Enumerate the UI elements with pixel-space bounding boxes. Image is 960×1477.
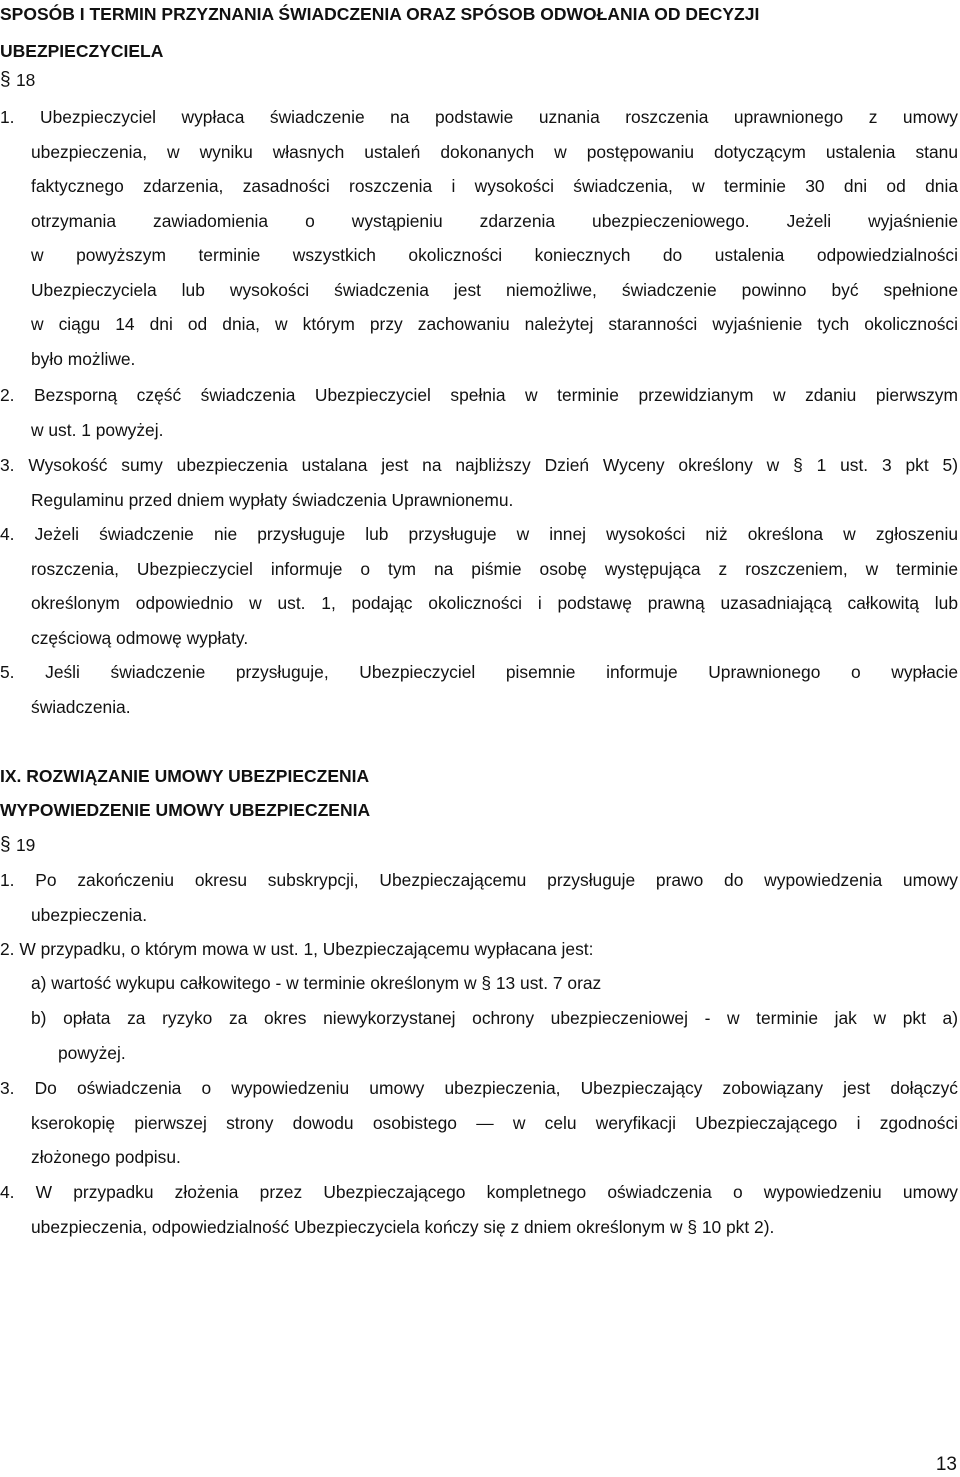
paragraph-19-1	[0, 863, 958, 932]
text-line: 3. Do oświadczenia o wypowiedzeniu umowy ubezpieczenia, Ubezpieczający zobowiązany jest dołączyć	[0, 1078, 958, 1098]
text-line: świadczenia.	[31, 696, 131, 717]
section-number-19	[0, 835, 35, 855]
text-line: a) wartość wykupu całkowitego - w terminie określonym w § 13 ust. 7 oraz	[31, 973, 602, 993]
chapter-heading	[0, 4, 960, 61]
text-line: 4. W przypadku złożenia przez Ubezpieczającego kompletnego oświadczenia o wypowiedzeniu umowy	[0, 1182, 958, 1202]
text-line: 2. W przypadku, o którym mowa w ust. 1, Ubezpieczającemu wypłacana jest:	[0, 939, 594, 959]
text-line: złożonego podpisu.	[31, 1147, 181, 1167]
text-line: było możliwe.	[31, 348, 136, 369]
text-line: b) opłata za ryzyko za okres niewykorzystanej ochrony ubezpieczeniowej - w terminie jak w pkt a)	[31, 1008, 958, 1028]
section-sign-icon: §	[0, 834, 11, 855]
paragraph-19-2	[0, 932, 958, 967]
text-line: ubezpieczenia, w wyniku własnych ustaleń dokonanych w postępowaniu dotyczącym ustalenia stanu	[31, 141, 958, 162]
section-number-text: 19	[16, 835, 36, 855]
text-line: roszczenia, Ubezpieczyciel informuje o tym na piśmie osobę występująca z roszczeniem, w terminie	[31, 558, 958, 579]
text-line: 1. Po zakończeniu okresu subskrypcji, Ubezpieczającemu przysługuje prawo do wypowiedzenia umowy	[0, 870, 958, 890]
page-number: 13	[935, 1454, 957, 1475]
paragraph-19-3	[0, 1071, 958, 1175]
text-line: ubezpieczenia, odpowiedzialność Ubezpieczyciela kończy się z dniem określonym w § 10 pkt 2).	[31, 1216, 775, 1237]
paragraph-18-5	[0, 655, 958, 724]
chapter-ix-heading	[0, 766, 960, 820]
text-line: powyżej.	[58, 1042, 126, 1063]
text-line: w powyższym terminie wszystkich okoliczności koniecznych do ustalenia odpowiedzialności	[31, 245, 958, 265]
text-line: Ubezpieczyciela lub wysokości świadczenia jest niemożliwe, świadczenie powinno być spełnione	[31, 279, 958, 300]
text-line: 3. Wysokość sumy ubezpieczenia ustalana jest na najbliższy Dzień Wyceny określony w § 1 ust. 3 pkt 5)	[0, 455, 958, 475]
text-line: ubezpieczenia.	[31, 904, 148, 925]
text-line: 4. Jeżeli świadczenie nie przysługuje lub przysługuje w innej wysokości niż określona w zgłoszeniu	[0, 524, 958, 544]
heading-line-2: UBEZPIECZYCIELA	[0, 41, 164, 61]
paragraph-18-1	[0, 100, 958, 376]
text-line: faktycznego zdarzenia, zasadności roszczenia i wysokości świadczenia, w terminie 30 dni od dnia	[31, 176, 958, 196]
text-line: 2. Bezsporną część świadczenia Ubezpieczyciel spełnia w terminie przewidzianym w zdaniu pierwszym	[0, 385, 958, 405]
text-line: w ust. 1 powyżej.	[31, 419, 164, 440]
text-line: częściową odmowę wypłaty.	[31, 627, 249, 648]
chapter-ix-title: IX. ROZWIĄZANIE UMOWY UBEZPIECZENIA	[0, 766, 370, 786]
text-line: 1. Ubezpieczyciel wypłaca świadczenie na podstawie uznania roszczenia uprawnionego z umowy	[0, 107, 958, 127]
paragraph-19-4	[0, 1175, 958, 1244]
paragraph-19-a	[0, 966, 958, 1001]
section-number-18	[0, 70, 35, 90]
section-number-text: 18	[16, 70, 36, 90]
section-sign-icon: §	[0, 69, 11, 90]
text-line: określonym odpowiednio w ust. 1, podając okoliczności i podstawę prawną uzasadniającą całkowitą lub	[31, 593, 958, 613]
chapter-ix-subtitle: WYPOWIEDZENIE UMOWY UBEZPIECZENIA	[0, 800, 371, 820]
paragraph-19-b	[0, 1001, 958, 1070]
text-line: 5. Jeśli świadczenie przysługuje, Ubezpieczyciel pisemnie informuje Uprawnionego o wypłacie	[0, 662, 958, 682]
text-line: Regulaminu przed dniem wypłaty świadczenia Uprawnionemu.	[31, 489, 514, 510]
text-line: kserokopię pierwszej strony dowodu osobistego — w celu weryfikacji Ubezpieczającego i zgodności	[31, 1112, 958, 1133]
text-line: otrzymania zawiadomienia o wystąpieniu zdarzenia ubezpieczeniowego. Jeżeli wyjaśnienie	[31, 210, 958, 231]
heading-line-1: SPOSÓB I TERMIN PRZYZNANIA ŚWIADCZENIA ORAZ SPÓSOB ODWOŁANIA OD DECYZJI	[0, 4, 760, 24]
paragraph-18-4	[0, 517, 958, 655]
text-line: w ciągu 14 dni od dnia, w którym przy zachowaniu należytej staranności wyjaśnienie tych okoliczności	[31, 314, 958, 334]
paragraph-18-3	[0, 448, 958, 517]
paragraph-18-2	[0, 378, 958, 447]
